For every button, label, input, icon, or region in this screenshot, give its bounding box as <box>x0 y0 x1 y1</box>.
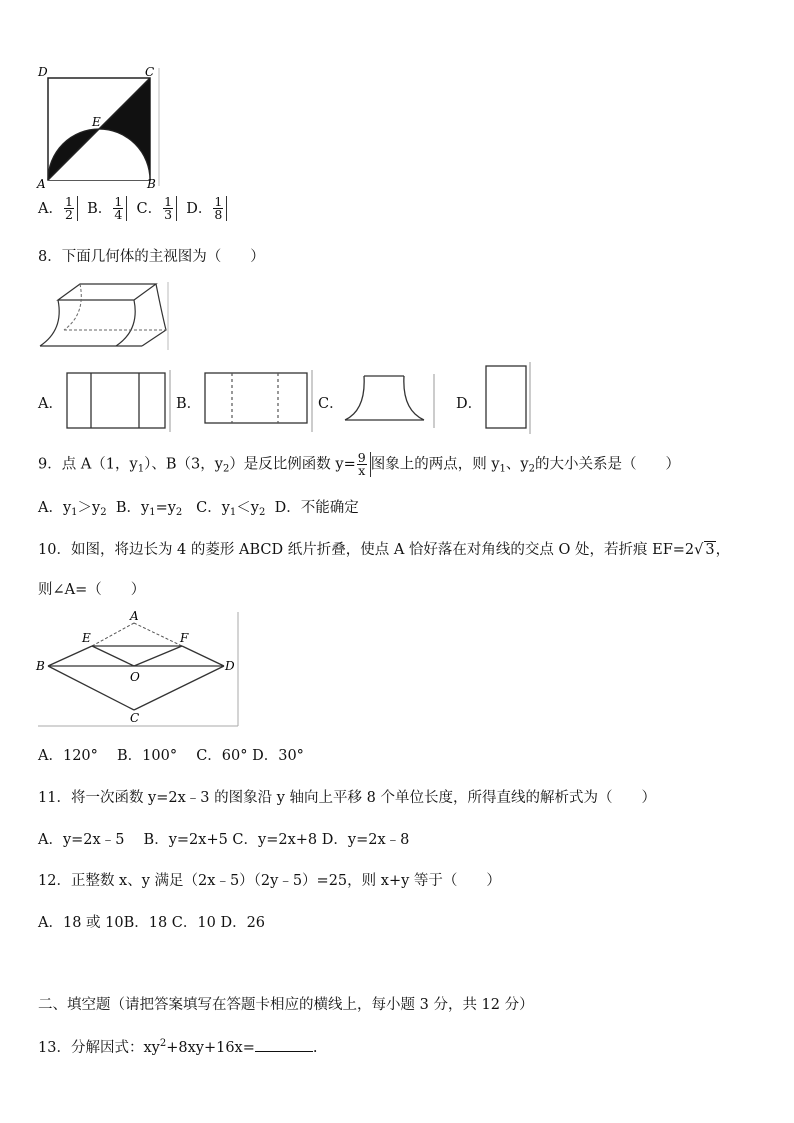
q9-text: 、y <box>505 456 529 473</box>
q8-option-a-figure <box>64 370 172 432</box>
q8-option-d[interactable] <box>456 392 482 413</box>
q8-solid-figure <box>36 280 171 352</box>
label-a: A <box>37 177 46 190</box>
q11-stem: 11．将一次函数 y=2x﹣3 的图象沿 y 轴向上平移 8 个单位长度，所得直线的解析式为（ ） <box>38 790 656 806</box>
q7-option-c[interactable] <box>136 194 177 222</box>
option-label: D． <box>186 200 213 217</box>
q9-options <box>38 496 359 518</box>
label-b: B <box>147 177 156 190</box>
q7-figure <box>34 64 164 190</box>
q13-text: 13．分解因式：xy <box>38 1040 160 1056</box>
subscript: 2 <box>528 463 535 475</box>
q8-stem: 8．下面几何体的主视图为（ ） <box>38 249 265 265</box>
option-text: ＜y <box>236 500 259 516</box>
subscript: 1 <box>229 507 237 518</box>
q10-stem-line2: 则∠A=（ ） <box>38 582 146 598</box>
frac-den: 4 <box>114 207 123 222</box>
label-d: D <box>38 65 48 79</box>
q7-option-b[interactable] <box>87 194 127 222</box>
q7-options <box>38 196 227 221</box>
label-d: D <box>225 659 235 673</box>
q12-options[interactable]: A．18 或 10B．18 C．10 D．26 <box>38 915 266 931</box>
q7-option-a[interactable] <box>38 194 78 222</box>
option-label: D． <box>456 396 483 412</box>
option-text: B．y <box>115 500 150 516</box>
q9-option-b[interactable] <box>116 500 182 516</box>
subscript: 2 <box>259 507 266 518</box>
superscript: 2 <box>159 1038 167 1050</box>
label-e: E <box>92 115 101 129</box>
q9-option-a[interactable] <box>38 500 107 516</box>
option-label: B． <box>87 200 113 217</box>
subscript: 2 <box>222 463 230 475</box>
q13-text: +8xy+16x= <box>166 1040 255 1056</box>
answer-blank[interactable] <box>255 1038 313 1052</box>
q8-option-c[interactable] <box>318 392 344 413</box>
q9-text: 的大小关系是（ ） <box>534 456 680 473</box>
option-label: A． <box>38 200 63 217</box>
q10-text: ， <box>715 542 731 558</box>
frac-num: 1 <box>214 194 223 209</box>
frac-den: 8 <box>214 207 223 222</box>
q8-option-b[interactable] <box>176 392 201 413</box>
q7-option-d[interactable] <box>186 194 227 222</box>
q9-text: 9．点 A（1，y <box>38 456 138 473</box>
label-c: C <box>130 711 140 725</box>
q10-stem: 10．如图，将边长为 4 的菱形 ABCD 纸片折叠，使点 A 恰好落在对角线的交点 O 处，若折痕 EF=2√ 3， <box>38 542 731 558</box>
q10-text: 10．如图，将边长为 4 的菱形 ABCD 纸片折叠，使点 A 恰好落在对角线的交点 O 处，若折痕 EF=2 <box>38 542 695 558</box>
option-text: ＞y <box>77 500 101 516</box>
option-text: A．y <box>38 500 72 516</box>
section-heading: 二、填空题（请把答案填写在答题卡相应的横线上，每小题 3 分，共 12 分） <box>38 997 534 1013</box>
q10-options[interactable]: A．120° B．100° C．60° D．30° <box>38 748 304 764</box>
subscript: 1 <box>499 463 506 475</box>
sqrt-value: 3 <box>705 542 715 558</box>
q8-option-b-figure <box>202 370 314 432</box>
q12-stem: 12．正整数 x、y 满足（2x﹣5）（2y﹣5）=25，则 x+y 等于（ ） <box>38 873 501 889</box>
option-label: A． <box>38 396 63 412</box>
subscript: 2 <box>175 507 183 518</box>
frac-num: 1 <box>64 194 73 209</box>
option-label: C． <box>136 200 163 217</box>
q9-option-c[interactable] <box>196 500 265 516</box>
subscript: 2 <box>100 507 107 518</box>
subscript: 1 <box>71 507 78 518</box>
frac-den: 2 <box>64 207 73 222</box>
label-f: F <box>180 631 189 645</box>
q8-option-a[interactable] <box>38 392 63 413</box>
label-e: E <box>82 631 91 645</box>
q9-stem <box>38 452 680 477</box>
q9-text: ）、B（3，y <box>144 456 223 473</box>
label-b: B <box>36 659 45 673</box>
q11-options[interactable]: A．y=2x﹣5 B．y=2x+5 C．y=2x+8 D．y=2x﹣8 <box>38 832 410 848</box>
option-text: C．y <box>196 500 230 516</box>
label-c: C <box>145 65 155 79</box>
q13-text: . <box>312 1040 318 1056</box>
q8-option-d-figure <box>482 362 534 434</box>
frac-num: 1 <box>114 194 123 209</box>
frac-den: x <box>358 463 366 478</box>
frac-num: 1 <box>164 194 173 209</box>
label-a: A <box>130 610 139 623</box>
frac-den: 3 <box>164 207 173 222</box>
q9-text: ）是反比例函数 y= <box>229 456 356 473</box>
q13-stem <box>38 1036 317 1057</box>
frac-num: 9 <box>357 450 366 465</box>
q10-figure <box>34 610 244 732</box>
q9-text: 图象上的两点，则 y <box>370 456 500 473</box>
q8-option-c-figure <box>342 372 438 428</box>
label-o: O <box>130 670 140 684</box>
subscript: 1 <box>137 463 145 475</box>
q9-option-d[interactable]: D．不能确定 <box>274 500 359 516</box>
subscript: 1 <box>149 507 156 518</box>
option-text: =y <box>155 500 176 516</box>
option-label: B． <box>176 396 202 412</box>
option-label: C． <box>318 396 344 412</box>
